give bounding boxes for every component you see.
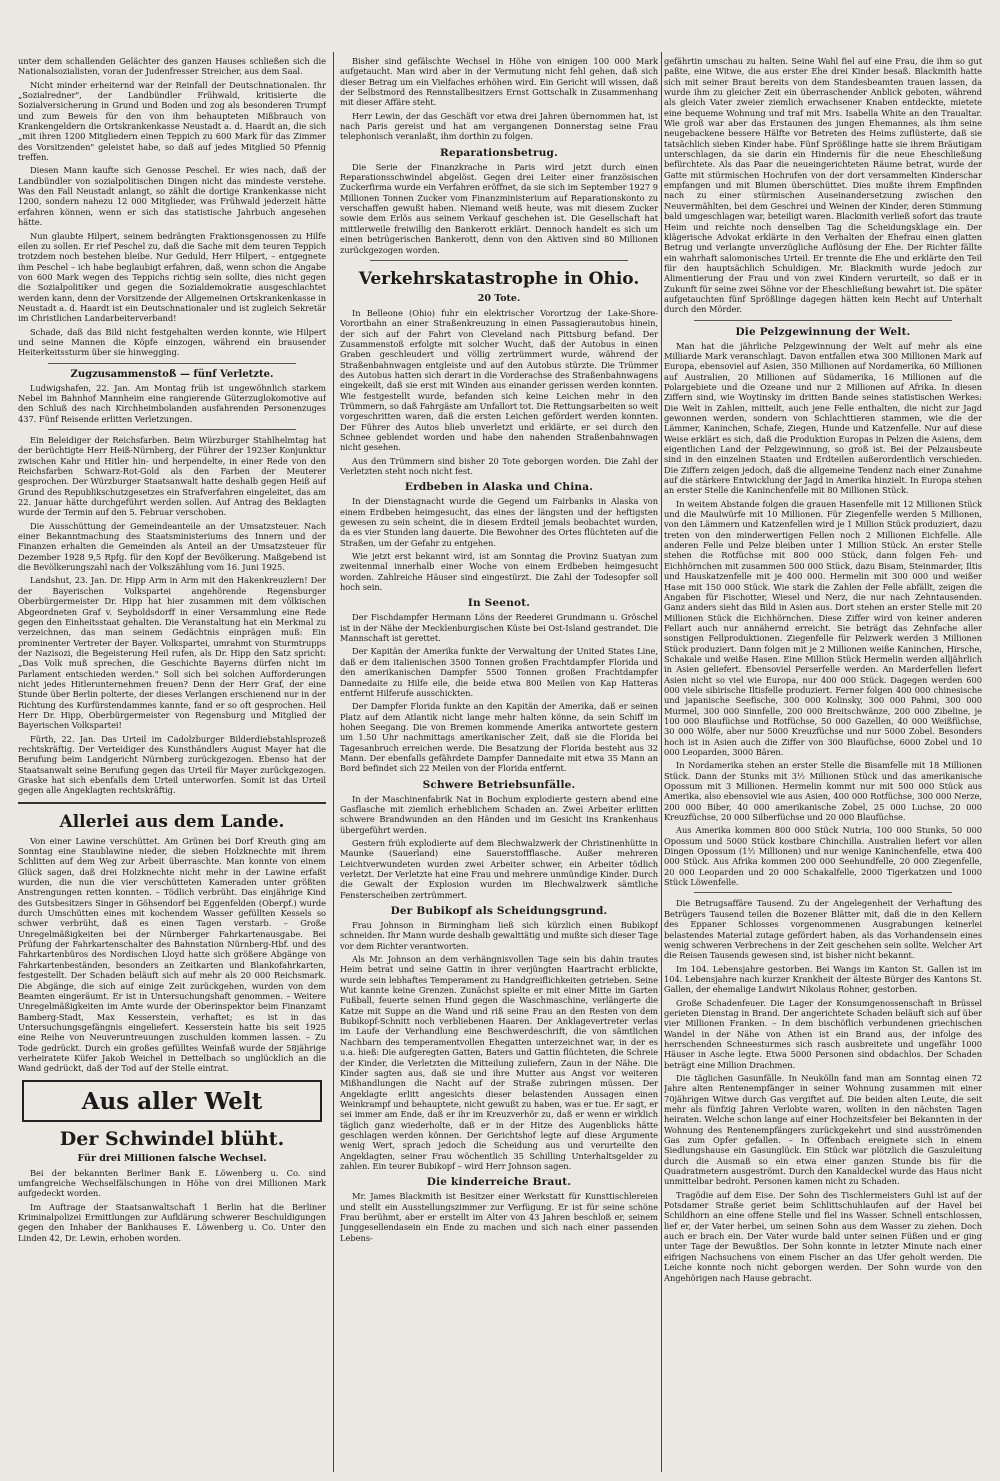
section-banner: Aus aller Welt — [22, 1080, 322, 1122]
article-paragraph: Als Mr. Johnson an dem verhängnisvollen Tage sein bis dahin trautes Heim betrat und seine Gattin in ihrer verjüngten Haartracht erblickte, wurde sein lebhaftes Temperament zu Handgreiflichkeiten getrieben. Seine Wut kannte keine Grenzen. Zunächst spielte er mit einer Mitte im Garten Fußball, feuerte seinen Hund gegen die Waschmaschine, verlängerte die Katze mit Suppe an die Wand und riß seine Frau an den Resten von dem Bubikopf-Schnitt noch verbliebenen Haaren. Der Anklagevertreter verlas im Laufe der Verhandlung eine Beschwerdeschrift, die von sämtlichen Nachbarn des temperamentvollen Ehegatten unterzeichnet war, in der es u.a. hieß: Die aufgeregten Gatten, Baters und Gattin flüchteten, die Schreie der Kinder, die Verletzten die Mitteilung zuliefern, Zaun in der Nähe. Die Kinder sagten aus, daß sie und ihre Mutter aus Angst vor weiteren Mißhandlungen die Nacht auf der Straße zubringen müssen. Der Angeklagte erlitt angesichts dieser belastenden Aussagen einen Weinkrampf und behauptete, nicht gewußt zu haben, was er tue. Er sagt, er sei immer am Ende, daß er ihr im Kreuzverhör zu, daß er wenn er wirklich täglich ganz wiederholte, daß er in der Hitze des Augenblicks hätte geschlagen werden können. Der Gerichtshof legte auf diese Argumente wenig Wert, sprach jedoch die Scheidung aus und verurteilte den Angeklagten, seiner Frau wöchentlich 35 Schilling Unterhaltsgelder zu zahlen. Ein teurer Bubikopf – wird Herr Johnson sagen. — [340, 954, 658, 1171]
column-1 — [18, 56, 326, 1466]
article-headline: In Seenot. — [467, 597, 531, 610]
article-paragraph: Die Betrugsaffäre Tausend. Zu der Angelegenheit der Verhaftung des Betrügers Tausend teilen die Bozener Blätter mit, daß die in den Kellern des Eppaner Schlosses vorgenommenen Ausgrabungen keinerlei belastendes Material zutage gefördert haben, als das Vorhandensein eines wenig schweren Verbrechens in der Zeit geschehen sein sollte. Welcher Art die Reisen Tausends gewesen sind, ist bisher nicht bekannt. — [664, 898, 982, 961]
article-paragraph: Mr. James Blackmith ist Besitzer einer Werkstatt für Kunsttischlereien und stellt ein Ausstellungszimmer zur Verfügung. Er ist für seine schöne Frau berühmt, aber er erstellt im Alter von 43 Jahren beschloß er, seinem Junggesellendasein ein Ende zu machen und sich nach einer passenden Lebens- — [340, 1191, 658, 1243]
article-paragraph: Nun glaubte Hilpert, seinem bedrängten Fraktionsgenossen zu Hilfe eilen zu sollen. Er rief Peschel zu, daß die Sache mit dem teuren Teppich trotzdem noch bestehen bleibe. Nur Geduld, Herr Hilpert, – entgegnete ihm Peschel – ich habe beglaubigt erfahren, daß, wenn schon die Angabe von 600 Mark wegen des Teppichs richtig sein sollte, dies nicht gegen die Sozialpolitiker und gegen die Sozialdemokratie ausgeschlachtet werden kann, denn der Vorsitzende der Allgemeinen Ortskrankenkasse in Neustadt a. d. Haardt ist ein Deutschnationaler und ist zugleich Sekretär im Christlichen Landarbeiterverband! — [18, 230, 326, 324]
article-paragraph: Ludwigshafen, 22. Jan. Am Montag früh ist ungewöhnlich starkem Nebel im Bahnhof Mannheim eine rangierende Güterzuglokomotive auf den Schluß des nach Kirchheimbolanden ausfahrenden Personenzuges 437. Fünf Reisende erlitten Verletzungen. — [18, 382, 326, 424]
article-paragraph: gefährtin umschau zu halten. Seine Wahl fiel auf eine Frau, die ihm so gut paßte, eine Witwe, die aus erster Ehe drei Kinder besaß. Blackmith hatte sich mit seiner Braut bereits von dem Standesbeamten trauen lassen, da wurde ihm zu gleicher Zeit ein überraschender Anblick geboten, während als gleich Vater zweier ziemlich erwachsener Knaben entdeckte, mietete eine bequeme Wohnung und traf mit Mrs. Isabella White an den Traualtar. Wie groß war aber das Erstaunen des jungen Ehemannes, als ihm seine neugebackene bessere Hälfte vor Betreten des Heims zuflüsterte, daß sie tatsächlich sieben Kinder habe. Fünf Sprößlinge hatte sie ihrem Bräutigam unterschlagen, da sie darin ein Hindernis für die neue Eheschließung befürchtete. Als das Paar die neueingerichteten Räume betrat, wurde der Gatte mit stürmischen Hochrufen von der dort versammelten Kinderschar empfangen und mit Blumen überschüttet. Dies mußte ihrem Empfinden nach zu einer stürmischen Auseinandersetzung zwischen den Neuvermählten, bei dem Geschrei und Weinen der Kinder, deren Stimmung bald umgeschlagen war, beteiligt waren. Blackmith verließ sofort das traute Heim und reichte noch denselben Tag die Scheidungsklage ein. Der klägerische Advokat erklärte in den Verhalten der Ehefrau einen glatten Betrug und verlangte unverzügliche Auflösung der Ehe. Der Richter fällte ein wahrhaft salomonisches Urteil. Er trennte die Ehe und erklärte den Teil für den hauptsächlich Schuldigen. Mr. Blackmith wurde jedoch zur Alimentierung der Frau und von zwei Kindern verurteilt, so daß er in Zukunft für seine zwei Söhne vor der Eheschließung bewahrt ist. Die später aufgetauchten fünf Sprößlinge dagegen hätten kein Recht auf Unterhalt durch den Mörder. — [664, 56, 982, 315]
separator — [18, 802, 326, 804]
article-paragraph: unter dem schallenden Gelächter des ganzen Hauses schließen sich die Nationalsozialisten, voran der Judenfresser Streicher, aus dem Saal. — [18, 56, 326, 77]
article-paragraph: Man hat die jährliche Pelzgewinnung der Welt auf mehr als eine Milliarde Mark veranschlagt. Davon entfallen etwa 300 Millionen Mark auf Europa, ebensoviel auf Asien, 350 Millionen auf Nordamerika, 60 Millionen auf Australien, 20 Millionen auf Südamerika, 16 Millionen auf die Polargebiete und die Ozeane und nur 2 Millionen auf Afrika. In diesen Ziffern sind, wie Woytinsky im dritten Bande seines statistischen Werkes: Die Welt in Zahlen, mitteilt, auch jene Felle enthalten, die nicht zur Jagd gewonnen werden, sondern von Schlachttieren stammen, wie die der Lämmer, Kaninchen, Schafe, Ziegen, Hunde und Katzenfelle. Nur auf diese Weise erklärt es sich, daß die Produktion Europas in Pelzen die Asiens, dem eigentlichen Land der Pelzgewinnung, so groß ist. Bei der Pelzausbeute sind in den einzelnen Staaten und Erdteilen außerordentlich verschieden. Die Ziffern zeigen jedoch, daß die allgemeine Tendenz nach einer Zunahme auf die stärkere Entwicklung der Jagd in Amerika hinzielt. In Europa stehen an erster Stelle die Kaninchenfelle mit 80 Millionen Stück. — [664, 340, 982, 496]
article-paragraph: Aus den Trümmern sind bisher 20 Tote geborgen worden. Die Zahl der Verletzten steht noch nicht fest. — [340, 455, 658, 476]
article-paragraph: Diesen Mann kaufte sich Genosse Peschel. Er wies nach, daß der Landbündler von sozialpolitischen Dingen nicht das mindeste verstehe. Was den Fall Neustadt anlangt, so zählt die dortige Krankenkasse nicht 1200, sondern nahezu 12 000 Mitglieder, was Frühwald jederzeit hätte erfahren können, wenn er sich das statistische Jahrbuch angesehen hätte. — [18, 165, 326, 228]
article-paragraph: Wie jetzt erst bekannt wird, ist am Sonntag die Provinz Suatyan zum zweitenmal innerhalb einer Woche von einem Erdbeben heimgesucht worden. Zahlreiche Häuser sind eingestürzt. Die Zahl der Todesopfer soll hoch sein. — [340, 551, 658, 593]
article-paragraph: Tragödie auf dem Eise. Der Sohn des Tischlermeisters Guhl ist auf der Potsdamer Straße geriet beim Schlittschuhlaufen auf der Havel bei Schildhorn an eine offene Stelle und fiel ins Wasser. Schnell entschlossen, lief er, der Vater herbei, um seinen Sohn aus dem Wasser zu ziehen. Doch auch er brach ein. Der Vater wurde bald unter seinen Füßen und er ging unter Tage der Bewußtlos. Der Sohn konnte in letzter Minute nach einer eifrigen Nachsuchens von einem Fischer an das Ufer geholt werden. Die Leiche konnte noch nicht geborgen werden. Der Sohn wurde von den Angehörigen nach Hause gebracht. — [664, 1189, 982, 1283]
article-paragraph: Der Kapitän der Amerika funkte der Verwaltung der United States Line, daß er dem italienischen 3500 Tonnen großen Frachtdampfer Florida und den amerikanischen Dampfer 5500 Tonnen großen Frachtdampfer Dannedaite zu Hilfe eile, die beide etwa 800 Meilen von Kap Hatteras entfernt Hilferufe ausschickten. — [340, 646, 658, 698]
article-paragraph: In Belleone (Ohio) fuhr ein elektrischer Vorortzug der Lake-Shore-Vorortbahn an einer Straßenkreuzung in einen Passagierautobus hinein, der sich auf der Fahrt von Cleveland nach Pittsburg befand. Der Zusammenstoß erfolgte mit solcher Wucht, daß der Autobus in einen Graben geschleudert und völlig zertrümmert wurde, während der Straßenbahnwagen entgleiste und auf den Autobus stürzte. Die Trümmer des Autobus hatten sich derart in die Vorderachse des Straßenbahnwagens eingekeilt, daß sie erst mit Winden aus einander gerissen werden konnten. Wie festgestellt wurde, befanden sich keine Leichen mehr in den Trümmern, so daß Fahrgäste am Unfallort tot. Die Rettungsarbeiten so weit vorgeschritten waren, daß die ersten Leichen gefördert werden konnten. Der Führer des Autos blieb unverletzt und erklärte, er sei durch den Schnee geblendet worden und habe den nahenden Straßenbahnwagen nicht gesehen. — [340, 307, 658, 453]
article-headline: Die Pelzgewinnung der Welt. — [735, 325, 911, 338]
article-paragraph: In Nordamerika stehen an erster Stelle die Bisamfelle mit 18 Millionen Stück. Dann der Stunks mit 3½ Millionen Stück und das amerikanische Opossum mit 3 Millionen. Hermelin kommt nur mit 500 000 Stück aus Amerika, also ebensoviel wie aus Asien, 400 000 Rotfüchse, 300 000 Nerze, 200 000 Biber, 40 000 amerikanische Zobel, 25 000 Luchse, 20 000 Kreuzfüchse, 20 000 Silberfüchse und 20 000 Blaufüchse. — [664, 760, 982, 823]
article-paragraph: Die Serie der Finanzkrache in Paris wird jetzt durch einen Reparationsschwindel abgelöst. Gegen drei Leiter einer französischen Zuckerfirma wurde ein Verfahren eröffnet, da sie sich im September 1927 9 Millionen Tonnen Zucker vom Finanzministerium auf Reparationskonto zu verschaffen gewußt haben. Niemand weiß heute, was mit diesem Zucker sowie dem Erlös aus seinem Verkauf geschehen ist. Die Gesellschaft hat mittlerweile freiwillig den Bankerott erklärt. Dennoch handelt es sich um einen betrügerischen Bankerott, denn von den Aktiven sind 80 Millionen zurückgezogen worden. — [340, 161, 658, 255]
article-headline: Reparationsbetrug. — [440, 146, 558, 159]
article-headline: Zugzusammenstoß — fünf Verletzte. — [70, 368, 274, 380]
article-paragraph: Die täglichen Gasunfälle. In Neukölln fand man am Sonntag einen 72 Jahre alten Rentenempfänger in seiner Wohnung zusammen mit einer 70jährigen Witwe durch Gas vergiftet auf. Die beiden alten Leute, die seit mehr als fünfzig Jahren Verlobte waren, wollten in den nächsten Tagen heiraten. Welche schon lange auf einer Hochzeitsfeier bei Bekannten in der Wohnung des Rentenempfängers zurückgekehrt und sind ausströmenden Gas zum Opfer gefallen. – In Offenbach ereignete sich in einem Siedlungshause ein Gasunglück. Ein Stück war plötzlich die Gaszuleitung durch die Ausmaß so ein etwa einer ganzen Stunde bis für die Quadratmetern ausgeströmt. Durch den Kanaldeckel wurde das Haus nicht unmittelbar bedroht. Personen kamen nicht zu Schaden. — [664, 1072, 982, 1187]
article-paragraph: Bei der bekannten Berliner Bank E. Löwenberg u. Co. sind umfangreiche Wechselfälschungen in Höhe von drei Millionen Mark aufgedeckt worden. — [18, 1167, 326, 1199]
article-paragraph: In der Dienstagnacht wurde die Gegend um Fairbanks in Alaska von einem Erdbeben heimgesucht, das eines der längsten und der heftigsten gewesen zu sein scheint, die in diesem Erdteil jemals beobachtet wurden, da es vier Stunden lang dauerte. Die Bewohner des Ortes flüchteten auf die Straßen, um der Gefahr zu entgehen. — [340, 496, 658, 548]
article-paragraph: Herr Lewin, der das Geschäft vor etwa drei Jahren übernommen hat, ist nach Paris gereist und hat am vergangenen Donnerstag seine Frau telephonisch veranlaßt, ihm dorthin zu folgen. — [340, 110, 658, 142]
article-headline: Der Bubikopf als Scheidungsgrund. — [390, 905, 608, 918]
article-paragraph: Schade, daß das Bild nicht festgehalten werden konnte, wie Hilpert und seine Mannen die Köpfe einzogen, während ein brausender Heiterkeitssturm über sie hinwegging. — [18, 326, 326, 358]
article-paragraph: Fürth, 22. Jan. Das Urteil im Cadolzburger Bilderdiebstahlsprozeß rechtskräftig. Der Verteidiger des Kunsthändlers August Mayer hat die Berufung beim Landgericht Nürnberg zurückgezogen. Ebenso hat der Staatsanwalt seine Berufung gegen das Urteil für Mayer zurückgezogen. Graske hat sich ebenfalls dem Urteil unterworfen. Somit ist das Urteil gegen alle Angeklagten rechtskräftig. — [18, 733, 326, 796]
column-2 — [340, 56, 658, 1466]
section-headline: Allerlei aus dem Lande. — [59, 811, 285, 832]
article-paragraph: In weitem Abstande folgen die grauen Hasenfelle mit 12 Millionen Stück und die Maulwürfe mit 10 Millionen. Für Ziegenfelle werden 5 Millionen, von den Lämmern und Katzenfellen wird je 1 Million Stück produziert, dazu treten von den minderwertigen Fellen noch 2 Millionen Eichfelle. Alle anderen Felle und Pelze bleiben unter 1 Million Stück. An erster Stelle stehen die Rotfüchse mit 800 000 Stück, dann folgen Feh- und Eichhörnchen mit zusammen 500 000 Stück, dazu Bisam, Steinmarder, Iltis und Hauskatzenfelle mit je 400 000. Hermelin mit 300 000 und weißer Hase mit 150 000 Stück. Wie stark die Zahlen der Felle abfällt, zeigen die Angaben für Fischotter, Wiesel und Nerz, die nur nach Zehntausenden. Ganz anders sieht das Bild in Asien aus. Dort stehen an erster Stelle mit 20 Millionen Stück die Eichhörnchen. Diese Ziffer wird von keiner anderen Fellart auch nur annähernd erreicht. Sie beträgt das Zehnfache aller sonstigen Fellproduktionen. Ziegenfelle für Pelzwerk werden 3 Millionen Stück produziert. Dann folgen mit je 2 Millionen weiße Kaninchen, Hirsche, Schakale und weiße Hasen. Eine Million Stück Hermelin werden alljährlich in Asien geliefert. Ebensoviel Perserfelle werden. An Marderfellen liefert Asien nicht so viel wie Europa, nur 400 000 Stück. Dagegen werden 600 000 viele sibirische Iltisfelle produziert. Ferner folgen 400 000 chinesische und japanische Seefische, 300 000 Kolinsky, 300 000 Pahmi, 300 000 Murmel, 300 000 Sinnfelle, 200 000 Breitschwänze, 200 000 Zibeline, je 100 000 Blaufüchse und Rotfüchse, 50 000 Gazellen, 40 000 Weißfüchse, 30 000 Wölfe, aber nur 5000 Kreuzfüchse und nur 5000 Zobel. Besonders hoch ist in Asien auch die Ziffer von 300 Blaufüchse, 6000 Zobel und 10 000 Leoparden, 3000 Bären. — [664, 498, 982, 757]
column-rule — [661, 52, 662, 1472]
separator — [694, 320, 952, 321]
article-headline: Erdbeben in Alaska und China. — [404, 481, 594, 494]
article-paragraph: Gestern früh explodierte auf dem Blechwalzwerk der Christinenhütte in Maunke (Sauerland) eine Sauerstoffflasche. Außer mehreren Leichtverwundeten wurden zwei Arbeiter schwer, ein Arbeiter tödlich verletzt. Der Verletzte hat eine Frau und mehrere unmündige Kinder. Durch die Gewalt der Explosion wurden im Blechwalzwerk sämtliche Fensterscheiben zertrümmert. — [340, 837, 658, 900]
article-headline: Verkehrskatastrophe in Ohio. — [358, 268, 640, 289]
article-paragraph: Ein Beleidiger der Reichsfarben. Beim Würzburger Stahlhelmtag hat der berüchtigte Herr Heiß-Nürnberg, der Führer der 1923er Konjunktur zwischen Kahr und Hitler hin- und herpendelte, in einer Rede von den Reichsfarben Schwarz-Rot-Gold als den Farben der Meuterer gesprochen. Der Würzburger Staatsanwalt hatte deshalb gegen Heiß auf Grund des Republikschutzgesetzes ein Strafverfahren eingeleitet, das am 22. Januar hätte durchgeführt werden sollen. Auf Antrag des Beklagten wurde der Termin auf den 5. Februar verschoben. — [18, 435, 326, 518]
separator — [48, 429, 296, 430]
article-subheadline: 20 Tote. — [477, 292, 521, 304]
column-rule — [333, 52, 334, 1472]
article-paragraph: Der Dampfer Florida funkte an den Kapitän der Amerika, daß er seinen Platz auf dem Atlantik nicht lange mehr halten könne, da sein Schiff im hohen Seegang. Die von Bremen kommende Amerika antwortete gestern um 1.50 Uhr nachmittags amerikanischer Zeit, daß sie die Florida bei Tagesanbruch erreichen werde. Die Besatzung der Florida besteht aus 32 Mann. Der ebenfalls gefährdete Dampfer Dannedaite mit etwa 35 Mann an Bord befindet sich 22 Meilen von der Florida entfernt. — [340, 701, 658, 774]
article-paragraph: Im Auftrage der Staatsanwaltschaft 1 Berlin hat die Berliner Kriminalpolizei Ermittlungen zur Aufklärung schwerer Beschuldigungen gegen den Inhaber der Bankhauses E. Löwenberg u. Co. Unter den Linden 42, Dr. Lewin, erhoben worden. — [18, 1201, 326, 1243]
separator — [370, 260, 628, 261]
article-paragraph: Nicht minder erheiternd war der Reinfall der Deutschnationalen. Ihr „Sozialredner", der Landbündler Frühwald, kritisierte die Sozialversicherung in Grund und Boden und zog als besonderen Trumpf und zum Beweis für den von ihm behaupteten Mißbrauch von Krankengeldern die Ortskrankenkasse Neustadt a. d. Haardt an, die sich „mit ihren 1200 Mitgliedern einen Teppich zu 600 Mark für das Zimmer des Vorsitzenden" geleistet habe, so daß auf jedes Mitglied 50 Pfennig treffen. — [18, 79, 326, 163]
article-paragraph: In der Maschinenfabrik Nat in Bochum explodierte gestern abend eine Gasflasche mit ziemlich erheblichem Schaden an. Zwei Arbeiter erlitten schwere Brandwunden an den Händen und im Gesicht ins Krankenhaus übergeführt werden. — [340, 793, 658, 835]
article-paragraph: Aus Amerika kommen 800 000 Stück Nutria, 100 000 Stunks, 50 000 Opossum und 5000 Stück kostbare Chinchilla. Australien liefert vor allen Dingen Opossum (1½ Millionen) und nur wenige Kaninchenfelle, etwa 400 000 Stück. Aus Afrika kommen 200 000 Seehundfelle, 20 000 Ziegenfelle, 20 000 Leoparden und 20 000 Schakalfelle, 2000 Tigerkatzen und 1000 Stück Löwenfelle. — [664, 825, 982, 888]
column-3 — [664, 56, 982, 1466]
article-headline: Schwere Betriebsunfälle. — [422, 778, 576, 791]
article-paragraph: Im 104. Lebensjahre gestorben. Bei Wangs im Kanton St. Gallen ist im 104. Lebensjahre nach kurzer Krankheit der älteste Bürger des Kantons St. Gallen, der ehemalige Landwirt Nikolaus Rohner, gestorben. — [664, 963, 982, 995]
article-paragraph: Landshut, 23. Jan. Dr. Hipp Arm in Arm mit den Hakenkreuzlern! Der der Bayerischen Volkspartei angehörende Regensburger Oberbürgermeister Dr. Hipp hat hier zusammen mit dem völkischen Abgeordneten Graf v. Seyboldsdorff in einer Versammlung eine Rede gegen den Einheitsstaat gehalten. Die Veranstaltung hat ein Merkmal zu verzeichnen, das man seinem Gedächtnis einprägen muß: Ein prominenter Vertreter der Bayer. Volkspartei, umrahmt von Sturmtrupps der Nazisozi, die Begeisterung Heil rufen, als Dr. Hipp den Satz spricht: „Das Volk muß sprechen, die Geschichte Bayerns dürfen nicht im Parlament entschieden werden." Soll sich bei solchen Aufforderungen nicht jedes Hitlerunternehmen freuen? Denn der Herr Graf, der eine Stunde über Berlin polterte, der dieses Verlangen erschienend nur in der Richtung des Kurfürstendammes kannte, fand er so oft gesprochen. Heil Herr Dr. Hipp, Oberbürgermeister von Regensburg und Mitglied der Bayerischen Volkspartei! — [18, 575, 326, 731]
article-paragraph: Von einer Lawine verschüttet. Am Grünen bei Dorf Kreuth ging am Sonntag eine Staublawine nieder, die sieben Holzknechte mit ihrem Schlitten auf dem Weg zur Arbeit überraschte. Man konnte von einem Glück sagen, daß drei Holzknechte nicht mehr in der Lawine erfaßt wurden, die nun die vier verschütteten Kameraden unter größten Anstrengungen retten konnten. – Tödlich verbrüht. Das einjährige Kind des Gutsbesitzers Singer in Göhsendorf bei Eggenfelden (Oberpf.) wurde durch Umschütten eines mit kochendem Wasser gefüllten Kessels so schwer verbrüht, daß es einen Tagen verstarb. – Große Unregelmäßigkeiten bei der Nürnberger Fahrkartenausgabe. Bei Prüfung der Fahrkartenschalter des Bahnstation Nürnberg-Hbf. und des Fahrkartenbüros des Nordischen Lloyd hatte sich größere Abgänge von Fahrkartenbeständen, besonders an Zeitkarten und Blankofahrkarten, festgestellt. Der Schaden beläuft sich auf mehr als 20 000 Reichsmark. Die Abgänge, die sich auf einige Zeit zurückgehen, wurden von dem Beamten eingeräumt. Er ist in Untersuchungshaft genommen. – Weitere Unregelmäßigkeiten im Amte wurde der Oberinspektor beim Finanzamt Bamberg-Stadt, Max Kesserstein, verhaftet; es ist in das Untersuchungsgefängnis eingeliefert. Kesserstein hatte bis seit 1925 eine Reihe von Neuveruntreuungen zuschulden kommen lassen. – Zu Tode gedrückt. Durch ein großes gefülltes Weinfaß wurde der 58jährige verheiratete Küfer Jakob Weichel in Dettelbach so unglücklich an die Wand gedrückt, daß der Tod auf der Stelle eintrat. — [18, 835, 326, 1074]
article-paragraph: Bisher sind gefälschte Wechsel in Höhe von einigen 100 000 Mark aufgetaucht. Man wird aber in der Vermutung nicht fehl gehen, daß sich dieser Betrag um ein Vielfaches erhöhen wird. Ein Gericht will wissen, daß der Selbstmord des Rennstallbesitzers Ernst Gottschalk in Zusammenhang mit dieser Affäre steht. — [340, 56, 658, 108]
separator — [48, 363, 296, 364]
article-subheadline: Für drei Millionen falsche Wechsel. — [77, 1152, 267, 1164]
article-paragraph: Frau Johnson in Birmingham ließ sich kürzlich einen Bubikopf schneiden. Ihr Mann wurde deshalb gewalttätig und mußte sich dieser Tage vor dem Richter verantworten. — [340, 920, 658, 951]
article-headline: Der Schwindel blüht. — [59, 1127, 285, 1150]
separator — [694, 892, 952, 893]
article-paragraph: Große Schadenfeuer. Die Lager der Konsumgenossenschaft in Brüssel gerieten Dienstag in Brand. Der angerichtete Schaden beläuft sich auf über vier Millionen Franken. – In dem bischöflich verbundenen griechischen Wandel in der Nähe von Athen ist ein Brand aus, der infolge des herrschenden Schneesturmes sich rasch ausbreitete und ungefähr 1000 Häuser in Asche legte. Etwa 5000 Personen sind obdachlos. Der Schaden beträgt eine Million Drachmen. — [664, 997, 982, 1070]
article-paragraph: Die Ausschüttung der Gemeindeanteile an der Umsatzsteuer. Nach einer Bekanntmachung des Staatsministeriums des Innern und der Finanzen erhalten die Gemeinden als Anteil an der Umsatzsteuer für Dezember 1928 9,5 Rpfg. für den Kopf der Bevölkerung. Maßgebend ist die Bevölkerungszahl nach der Volkszählung vom 16. Juni 1925. — [18, 520, 326, 573]
article-paragraph: Der Fischdampfer Hermann Löns der Reederei Grundmann u. Gröschel ist in der Nähe der Mecklenburgischen Küste bei Ost-Island gestrandet. Die Mannschaft ist gerettet. — [340, 612, 658, 644]
article-headline: Die kinderreiche Braut. — [426, 1176, 572, 1189]
